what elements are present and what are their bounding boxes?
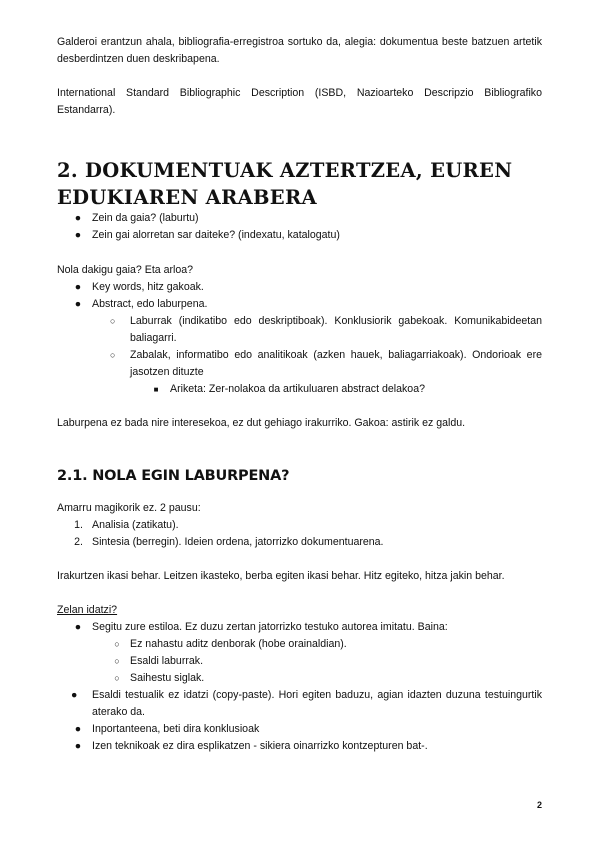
circle-marker: ○ [114, 673, 120, 683]
steps-list [57, 517, 542, 551]
bullet-marker: ● [74, 281, 82, 293]
how-list [57, 279, 542, 398]
list-item: ● Abstract, edo laburpena. [57, 296, 542, 313]
list-item: ● Esaldi testualik ez idatzi (copy-paste). Hori egiten baduzu, agian idazten duzuna testuingurtik aterako da. [71, 689, 542, 718]
bullet-marker: ● [74, 229, 82, 241]
intro-paragraph-2: International Standard Bibliographic Description (ISBD, Nazioarteko Descripzio Bibliografiko Estandarra). [57, 87, 542, 116]
list-item: ○ Zabalak, informatibo edo analitikoak (azken hauek, baliagarriakoak). Ondorioak ere jasotzen dituzte [110, 349, 542, 378]
list-item: ○ Saihestu siglak. [57, 670, 542, 687]
list-item: ○ Ez nahastu aditz denborak (hobe orainaldian). [57, 636, 542, 653]
circle-marker: ○ [110, 316, 116, 326]
steps-intro: Amarru magikorik ez. 2 pausu: [57, 502, 201, 514]
bullet-marker: ● [74, 621, 82, 633]
bullet-marker: ● [74, 212, 82, 224]
how-write-label: Zelan idatzi? [57, 604, 118, 616]
list-item: ■ Ariketa: Zer-nolakoa da artikuluaren abstract delakoa? [57, 381, 542, 398]
list-item: 2. Sintesia (berregin). Ideien ordena, jatorrizko dokumentuarena. [74, 536, 384, 548]
list-item: ● Inportanteena, beti dira konklusioak [57, 721, 542, 738]
section-2-heading: 2. DOKUMENTUAK AZTERTZEA, EUREN EDUKIAREN ARABERA [57, 159, 513, 209]
bullet-marker: ● [71, 689, 78, 701]
list-item: ● Key words, hitz gakoak. [57, 279, 542, 296]
list-item: ● Zein gai alorretan sar daiteke? (indexatu, katalogatu) [57, 227, 542, 244]
square-marker: ■ [153, 385, 159, 394]
reading-note: Irakurtzen ikasi behar. Leitzen ikasteko, berba egiten ikasi behar. Hitz egiteko, hitza jakin behar. [57, 570, 505, 582]
question-line: Nola dakigu gaia? Eta arloa? [57, 264, 194, 276]
circle-marker: ○ [114, 639, 120, 649]
topic-questions-list [57, 210, 542, 244]
list-item: ● Izen teknikoak ez dira esplikatzen - sikiera oinarrizko kontzepturen bat-. [57, 738, 542, 755]
bullet-marker: ● [74, 740, 82, 752]
list-item: ● Zein da gaia? (laburtu) [57, 210, 542, 227]
list-item: ○ Laburrak (indikatibo edo deskriptiboak). Konklusiorik gabekoak. Komunikabideetan baliagarri. [110, 315, 542, 344]
bullet-marker: ● [74, 298, 82, 310]
list-item: 1. Analisia (zatikatu). [74, 519, 179, 531]
list-item: ● Segitu zure estiloa. Ez duzu zertan jatorrizko testuko autorea imitatu. Baina: [57, 619, 542, 636]
section-2-1-heading: 2.1. NOLA EGIN LABURPENA? [57, 468, 290, 484]
circle-marker: ○ [114, 656, 120, 666]
intro-paragraph-1: Galderoi erantzun ahala, bibliografia-erregistroa sortuko da, alegia: dokumentua beste batzuen artetik desberdintzen duen deskribapena. [57, 36, 542, 65]
bullet-marker: ● [74, 723, 82, 735]
write-tips-list [57, 619, 542, 755]
circle-marker: ○ [110, 350, 116, 360]
closing-line: Laburpena ez bada nire interesekoa, ez dut gehiago irakurriko. Gakoa: astirik ez galdu. [57, 417, 466, 429]
list-item: ○ Esaldi laburrak. [57, 653, 542, 670]
page-number: 2 [536, 800, 542, 810]
